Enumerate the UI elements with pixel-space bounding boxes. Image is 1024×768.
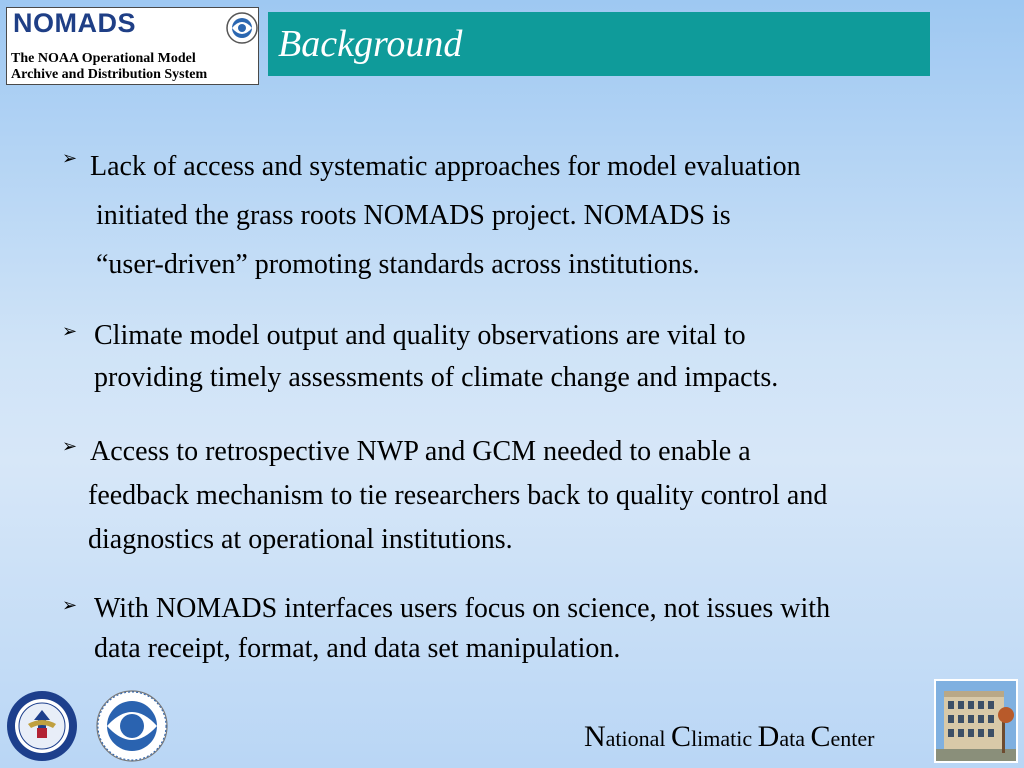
logo-subtitle-line2: Archive and Distribution System xyxy=(11,67,208,82)
bullet-line: Access to retrospective NWP and GCM needed to enable a xyxy=(90,436,751,467)
slide-title-bar xyxy=(268,12,930,76)
building-image xyxy=(936,681,1016,761)
footer-cap: C xyxy=(810,720,831,753)
footer-cap: C xyxy=(671,720,692,753)
arrow-bullet-icon: ➢ xyxy=(62,595,78,615)
footer-word: limatic xyxy=(691,726,753,751)
noaa-small-seal-icon xyxy=(226,12,258,44)
footer-cap: N xyxy=(584,720,606,753)
bullet-item-3 xyxy=(62,430,827,562)
noaa-seal-icon xyxy=(96,690,168,762)
slide-title: Background xyxy=(278,23,463,65)
bullet-line: providing timely assessments of climate change and impacts. xyxy=(94,362,779,393)
bullet-item-1 xyxy=(62,142,801,289)
arrow-bullet-icon: ➢ xyxy=(62,321,78,341)
bullet-item-4 xyxy=(62,589,830,669)
footer-word: ata xyxy=(779,726,805,751)
bullet-line: Lack of access and systematic approaches for model evaluation xyxy=(90,151,801,182)
bullet-line: With NOMADS interfaces users focus on science, not issues with xyxy=(94,593,831,624)
logo-subtitle-line1: The NOAA Operational Model xyxy=(11,51,196,66)
bullet-line: “user-driven” promoting standards across institutions. xyxy=(96,249,700,280)
ncdc-building-photo xyxy=(934,679,1018,763)
footer-word: ational xyxy=(605,726,666,751)
footer-word: enter xyxy=(830,726,875,751)
bullet-line: data receipt, format, and data set manipulation. xyxy=(94,633,621,664)
footer-cap: D xyxy=(757,720,780,753)
arrow-bullet-icon: ➢ xyxy=(62,148,78,168)
bullet-line: initiated the grass roots NOMADS project. NOMADS is xyxy=(96,200,731,231)
footer-ncdc xyxy=(584,720,874,754)
arrow-bullet-icon: ➢ xyxy=(62,436,78,456)
bullet-line: feedback mechanism to tie researchers back to quality control and xyxy=(88,480,828,511)
logo-title: NOMADS xyxy=(13,8,136,38)
bullet-item-2 xyxy=(62,315,778,399)
bullet-line: Climate model output and quality observations are vital to xyxy=(94,320,746,351)
department-of-commerce-seal-icon xyxy=(6,690,78,762)
bullet-line: diagnostics at operational institutions. xyxy=(88,524,513,555)
nomads-logo xyxy=(6,7,259,85)
